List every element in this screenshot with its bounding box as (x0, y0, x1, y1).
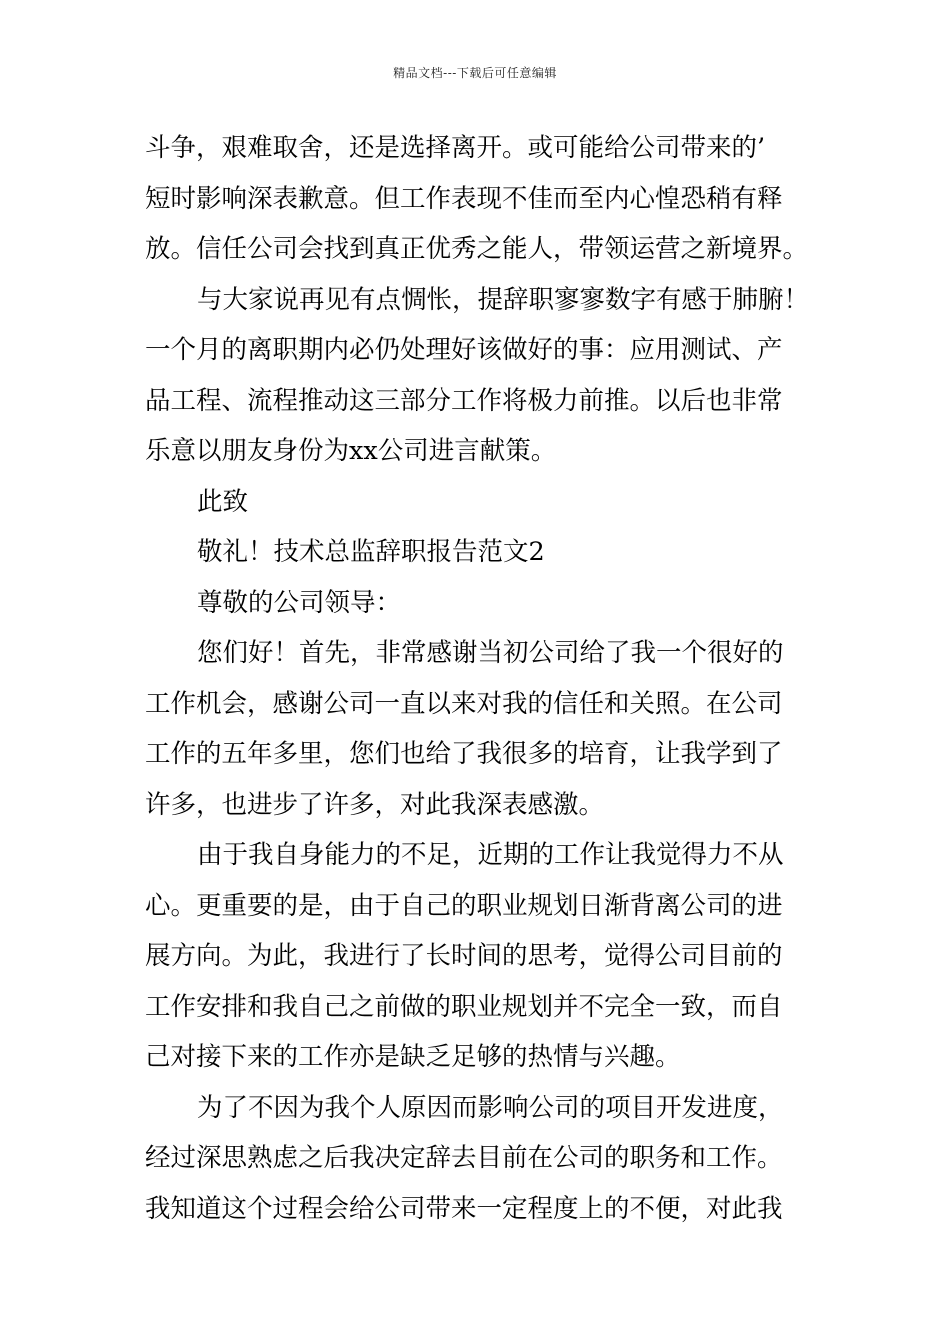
paragraph-start-line: 由于我自身能力的不足，近期的工作让我觉得力不从 (197, 840, 784, 870)
closing-line: 此致 (197, 486, 249, 517)
section-title-line: 敬礼！技术总监辞职报告范文2 (197, 537, 545, 567)
text-line: 工作的五年多里，您们也给了我很多的培育，让我学到了 (145, 739, 783, 769)
text-line: 心。更重要的是，由于自己的职业规划日渐背离公司的进 (145, 890, 783, 921)
page-header: 精品文档---下载后可任意编辑 (393, 66, 557, 80)
text-line: 工作机会，感谢公司一直以来对我的信任和关照。在公司 (145, 688, 783, 719)
text-line: 己对接下来的工作亦是缺乏足够的热情与兴趣。 (145, 1042, 681, 1072)
salutation-line: 尊敬的公司领导： (197, 587, 402, 618)
paragraph-start-line: 为了不因为我个人原因而影响公司的项目开发进度， (197, 1092, 784, 1123)
text-line: 放。信任公司会找到真正优秀之能人，带领运营之新境界。 (145, 234, 809, 264)
text-line: 品工程、流程推动这三部分工作将极力前推。以后也非常 (145, 385, 783, 416)
text-line: 展方向。为此，我进行了长时间的思考，觉得公司目前的 (145, 941, 783, 971)
text-line: 一个月的离职期内必仍处理好该做好的事：应用测试、产 (145, 335, 783, 365)
text-line: 工作安排和我自己之前做的职业规划并不完全一致，而自 (145, 991, 783, 1022)
text-line: 乐意以朋友身份为xx公司进言献策。 (145, 436, 557, 466)
text-line: 斗争，艰难取舍，还是选择离开。或可能给公司带来的’ (145, 133, 766, 163)
paragraph-start-line: 与大家说再见有点惆怅，提辞职寥寥数字有感于肺腑！ (197, 284, 810, 315)
text-line: 经过深思熟虑之后我决定辞去目前在公司的职务和工作。 (145, 1143, 783, 1173)
text-line: 短时影响深表歉意。但工作表现不佳而至内心惶恐稍有释 (145, 183, 783, 214)
document-body (145, 123, 817, 1234)
text-line: 许多，也进步了许多，对此我深表感激。 (145, 789, 605, 820)
text-line: 我知道这个过程会给公司带来一定程度上的不便，对此我 (145, 1193, 783, 1224)
paragraph-start-line: 您们好！首先，非常感谢当初公司给了我一个很好的 (197, 638, 784, 668)
